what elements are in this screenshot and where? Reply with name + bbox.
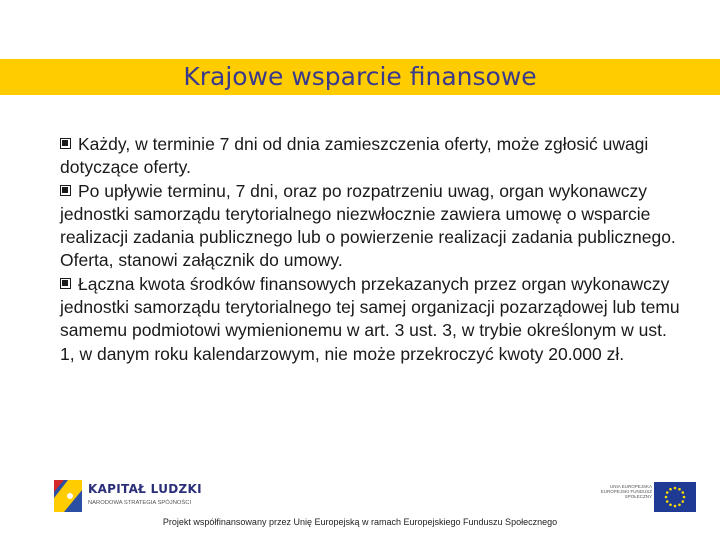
- paragraph-2: [60, 180, 680, 273]
- paragraph-1: [60, 133, 680, 180]
- paragraph-1-text: Każdy, w terminie 7 dni od dnia zamieszczenia oferty, może zgłosić uwagi dotyczące oferty.: [60, 134, 649, 178]
- eu-flag-icon: [654, 482, 696, 512]
- logo-subtitle: NARODOWA STRATEGIA SPÓJNOŚCI: [88, 500, 192, 506]
- kapital-ludzki-logo: [50, 476, 220, 516]
- slide-body: [60, 133, 680, 366]
- kapital-ludzki-icon: [50, 476, 86, 516]
- checkbox-bullet-icon: [60, 138, 71, 149]
- logo-title: KAPITAŁ LUDZKI: [88, 482, 202, 496]
- checkbox-bullet-icon: [60, 185, 71, 196]
- paragraph-3: [60, 273, 680, 366]
- eu-logo-text: UNIA EUROPEJSKA EUROPEJSKI FUNDUSZ SPOŁECZNY: [600, 484, 652, 499]
- paragraph-3-text: Łączna kwota środków finansowych przekazanych przez organ wykonawczy jednostki samorządu terytorialnego tej samej organizacji pozarządowej lub temu samemu podmiotowi wymienionemu w art. 3 ust. 3, w trybie określonym w ust. 1, w danym roku kalendarzowym, nie może przekroczyć kwoty 20.000 zł.: [60, 273, 680, 364]
- paragraph-2-text: Po upływie terminu, 7 dni, oraz po rozpatrzeniu uwag, organ wykonawczy jednostki samorządu terytorialnego niezwłocznie zawiera umowę o wsparcie realizacji zadania publicznego lub o powierzenie realizacji zadania publicznego. Oferta, stanowi załącznik do umowy.: [60, 180, 676, 271]
- slide-title: Krajowe wsparcie finansowe: [183, 62, 537, 91]
- checkbox-bullet-icon: [60, 278, 71, 289]
- eu-logo: [598, 482, 698, 516]
- footer-text: Projekt współfinansowany przez Unię Europejską w ramach Europejskiego Funduszu Społecznego: [162, 517, 558, 527]
